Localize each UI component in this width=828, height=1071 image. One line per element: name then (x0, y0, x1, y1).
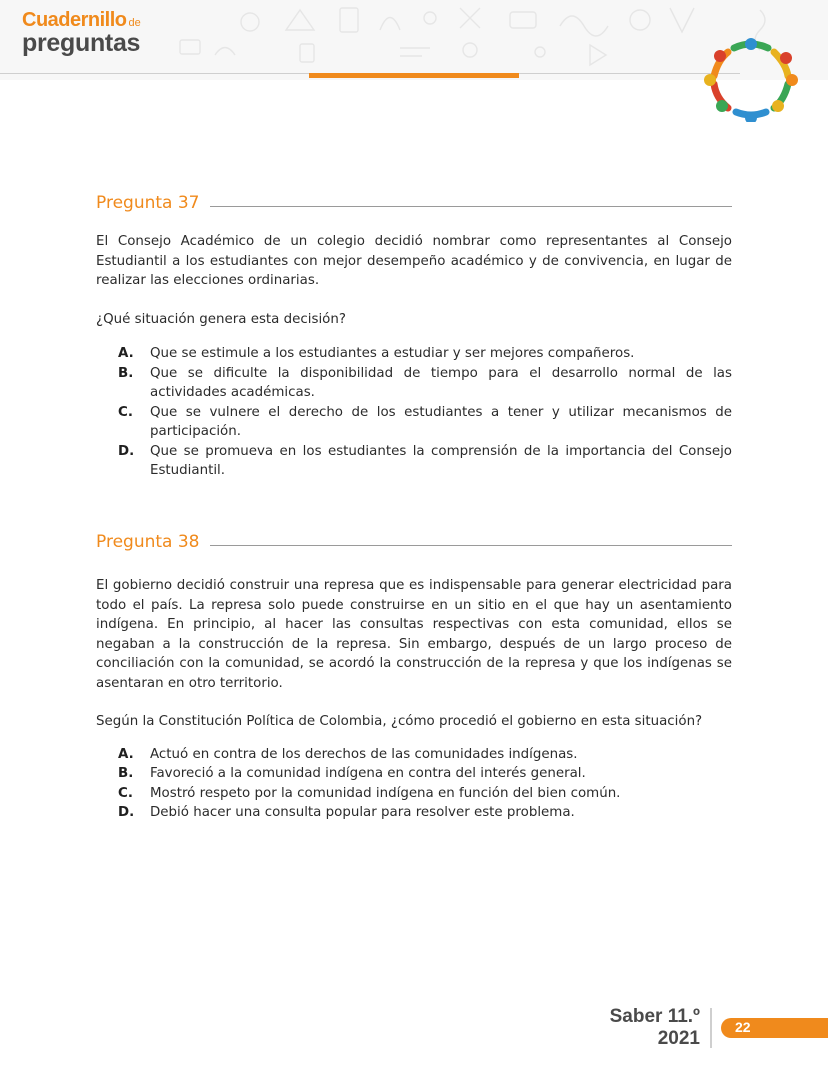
option-b[interactable] (96, 764, 732, 784)
question-38 (96, 532, 732, 823)
option-letter: B. (118, 766, 134, 781)
option-text: Que se promueva en los estudiantes la comprensión de la importancia del Consejo Estudiantil. (150, 443, 732, 478)
question-title: Pregunta 37 (96, 193, 210, 213)
option-letter: D. (118, 805, 135, 820)
option-d[interactable] (96, 803, 732, 823)
option-letter: C. (118, 404, 133, 420)
option-a[interactable] (96, 745, 732, 765)
question-paragraph: El Consejo Académico de un colegio decidió nombrar como representantes al Consejo Estudiantil a los estudiantes con mejor desempeño académico y de convivencia, en lugar de realizar las elecciones ordinarias. (96, 234, 732, 288)
option-letter: C. (118, 785, 133, 801)
page-number-tab (721, 1018, 828, 1038)
options-list (96, 344, 732, 481)
option-text: Que se vulnere el derecho de los estudiantes a tener y utilizar mecanismos de participación. (150, 404, 732, 439)
people-circle-logo-icon (704, 36, 798, 122)
option-c[interactable] (96, 784, 732, 804)
option-letter: B. (118, 365, 134, 381)
option-text: Mostró respeto por la comunidad indígena en función del bien común. (150, 785, 621, 801)
option-a[interactable] (96, 344, 732, 364)
brand-de: de (128, 17, 141, 29)
option-c[interactable] (96, 403, 732, 442)
footer-year: 2021 (657, 1028, 700, 1049)
header-accent-bar (309, 73, 519, 78)
question-heading (96, 193, 732, 219)
question-title: Pregunta 38 (96, 532, 210, 552)
booklet-title (22, 10, 141, 56)
question-paragraph: El gobierno decidió construir una represa que es indispensable para generar electricidad para todo el país. La represa solo puede construirse en un sitio en el que hay un asentamiento indígena. En principio, al hacer las consultas respectivas con esta comunidad, ellos se negaban a la construcción de la represa. Sin embargo, después de un largo proceso de conciliación con la comunidad, se acordó la construcción de la represa y que los indígenas se asentaran en otro territorio. (96, 578, 732, 691)
brand-subtitle: preguntas (22, 29, 141, 57)
option-letter: A. (118, 746, 134, 762)
option-text: Debió hacer una consulta popular para resolver este problema. (150, 805, 575, 820)
question-heading (96, 532, 732, 558)
question-prompt: Según la Constitución Política de Colombia, ¿cómo procedió el gobierno en esta situación? (96, 714, 703, 729)
option-letter: A. (118, 346, 134, 361)
page-number: 22 (735, 1019, 751, 1035)
option-d[interactable] (96, 442, 732, 481)
footer-saber-text: Saber 11.º (609, 1006, 700, 1027)
question-37 (96, 193, 732, 481)
option-b[interactable] (96, 364, 732, 403)
options-list (96, 745, 732, 823)
footer-divider (710, 1008, 712, 1048)
option-text: Que se estimule a los estudiantes a estudiar y ser mejores compañeros. (150, 346, 635, 361)
option-text: Que se dificulte la disponibilidad de tiempo para el desarrollo normal de las actividades académicas. (150, 365, 732, 400)
option-text: Favoreció a la comunidad indígena en contra del interés general. (150, 766, 586, 781)
option-letter: D. (118, 443, 135, 459)
question-prompt: ¿Qué situación genera esta decisión? (96, 311, 346, 327)
footer-exam-label (560, 1006, 700, 1050)
brand-word: Cuadernillo (22, 9, 127, 31)
option-text: Actuó en contra de los derechos de las comunidades indígenas. (150, 746, 578, 762)
